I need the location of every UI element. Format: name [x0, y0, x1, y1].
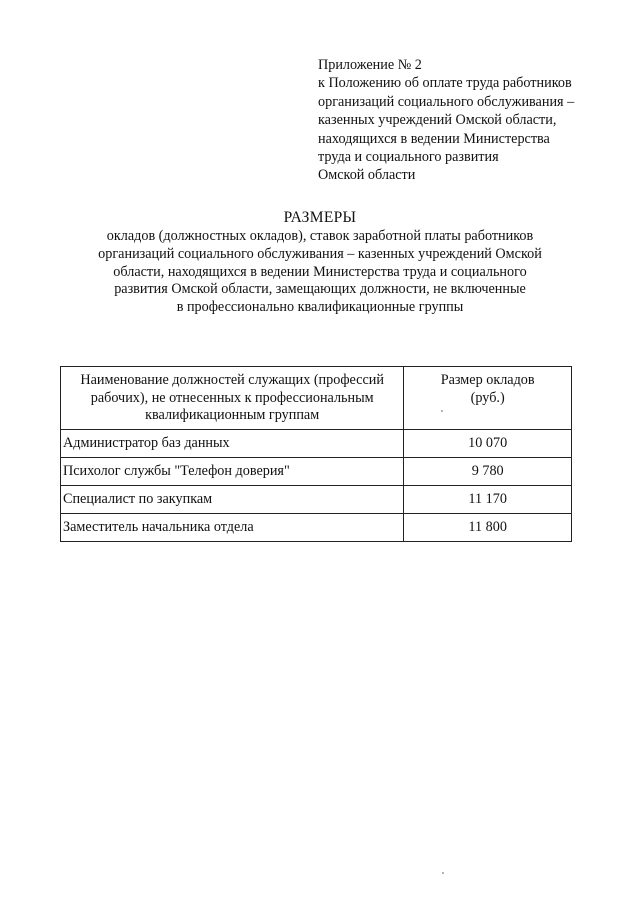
- table-header-row: [61, 367, 572, 430]
- document-subtitle-line: организаций социального обслуживания – казенных учреждений Омской: [98, 245, 542, 262]
- table-row: [61, 485, 572, 513]
- table-row: [61, 429, 572, 457]
- salary-amount-header: Размер окладов (руб.): [404, 367, 572, 430]
- document-title: РАЗМЕРЫ: [283, 209, 357, 226]
- scan-speck: [441, 410, 443, 412]
- appendix-block: [318, 56, 618, 185]
- appendix-text-line: труда и социального развития: [318, 149, 499, 166]
- document-subtitle-line: окладов (должностных окладов), ставок заработной платы работников: [106, 228, 534, 244]
- appendix-text-line: казенных учреждений Омской области,: [318, 112, 557, 129]
- salary-amount-cell: 11 800: [404, 513, 572, 541]
- position-name-cell: Специалист по закупкам: [61, 485, 404, 513]
- salary-amount-cell: 9 780: [404, 457, 572, 485]
- position-name-cell: Заместитель начальника отдела: [61, 513, 404, 541]
- appendix-text-line: находящихся в ведении Министерства: [318, 130, 550, 147]
- position-name-header: Наименование должностей служащих (профессий рабочих), не отнесенных к профессиональным квалификационным группам: [61, 367, 404, 430]
- table-row: [61, 457, 572, 485]
- scan-speck: [442, 872, 444, 874]
- table-row: [61, 513, 572, 541]
- document-subtitle-line: развития Омской области, замещающих должности, не включенные: [114, 281, 526, 298]
- document-subtitle-line: области, находящихся в ведении Министерства труда и социального: [113, 263, 527, 280]
- document-subtitle-line: в профессионально квалификационные группы: [176, 299, 464, 316]
- appendix-text-line: Омской области: [318, 167, 416, 184]
- position-name-cell: Администратор баз данных: [61, 429, 404, 457]
- appendix-text-line: организаций социального обслуживания –: [318, 93, 575, 110]
- salary-amount-cell: 11 170: [404, 485, 572, 513]
- document-heading: [60, 208, 580, 317]
- salary-table: [60, 366, 572, 542]
- appendix-text-line: к Положению об оплате труда работников: [318, 75, 572, 92]
- appendix-number: Приложение № 2: [318, 57, 422, 73]
- salary-amount-cell: 10 070: [404, 429, 572, 457]
- position-name-cell: Психолог службы "Телефон доверия": [61, 457, 404, 485]
